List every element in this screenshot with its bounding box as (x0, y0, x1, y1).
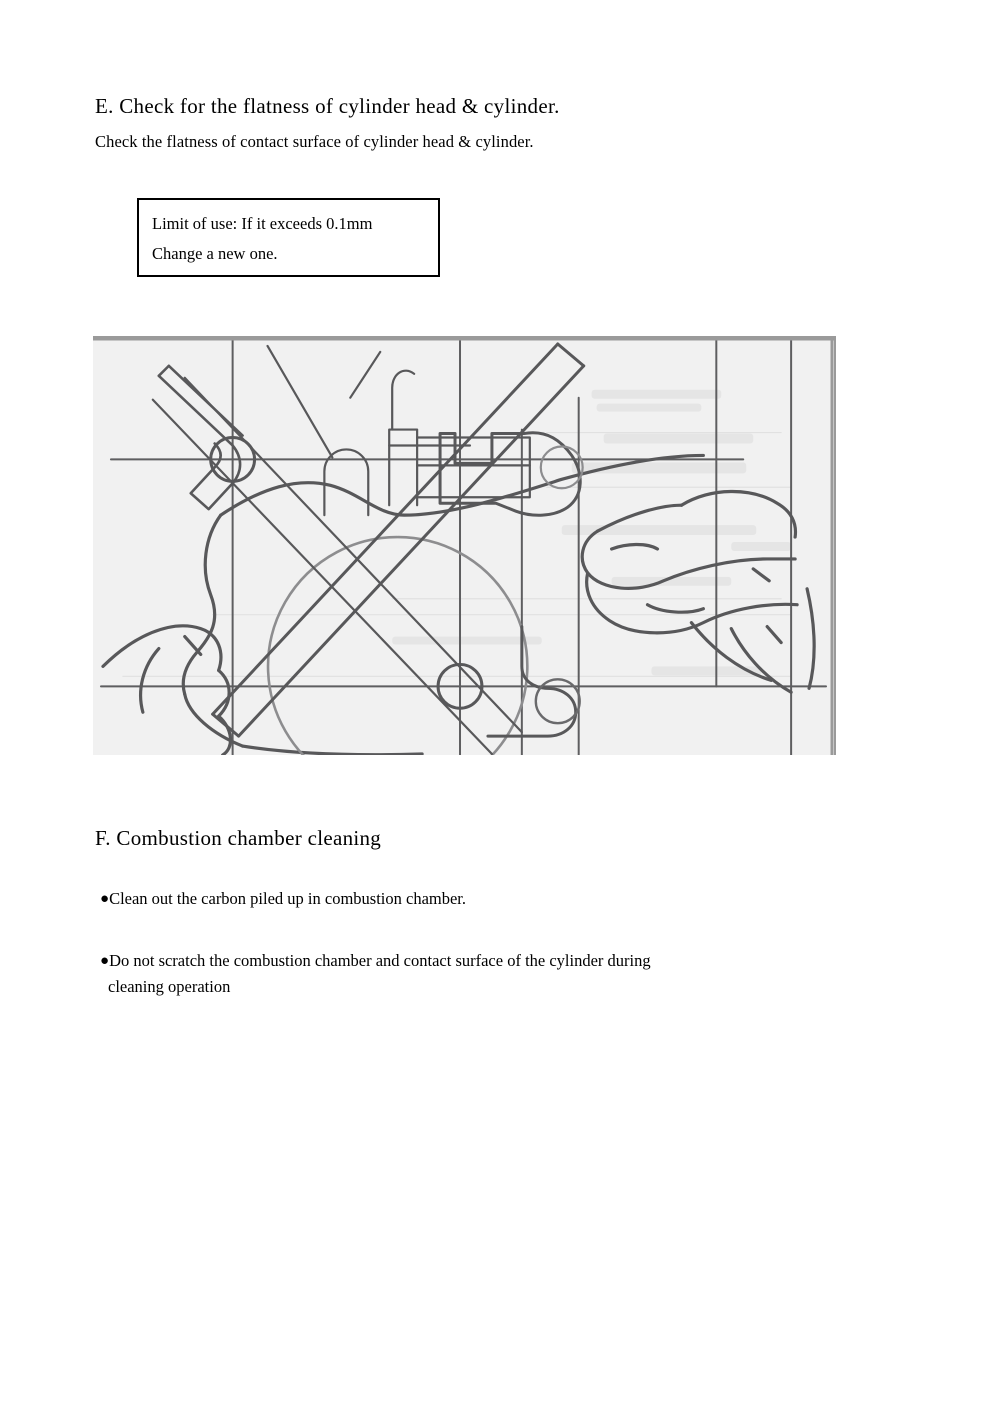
section-e-heading: E. Check for the flatness of cylinder head & cylinder. (95, 94, 560, 118)
section-f-heading: F. Combustion chamber cleaning (95, 826, 382, 850)
bullet-dot-icon: ● (100, 953, 110, 969)
flatness-check-drawing (93, 338, 834, 755)
bullet-dot-icon: ● (100, 891, 110, 907)
limit-of-use-box (137, 198, 440, 277)
limit-of-use-line-1: Limit of use: If it exceeds 0.1mm (152, 214, 373, 233)
bullet-text-continuation: cleaning operation (108, 977, 231, 996)
section-e-subtitle: Check the flatness of contact surface of cylinder head & cylinder. (95, 132, 534, 151)
flatness-check-illustration (93, 336, 836, 755)
list-item (100, 886, 860, 912)
bullet-text: Clean out the carbon piled up in combustion chamber. (109, 889, 467, 908)
limit-of-use-line-2: Change a new one. (152, 244, 278, 263)
bullet-text: Do not scratch the combustion chamber and contact surface of the cylinder during (109, 951, 651, 970)
list-item (100, 948, 860, 1000)
